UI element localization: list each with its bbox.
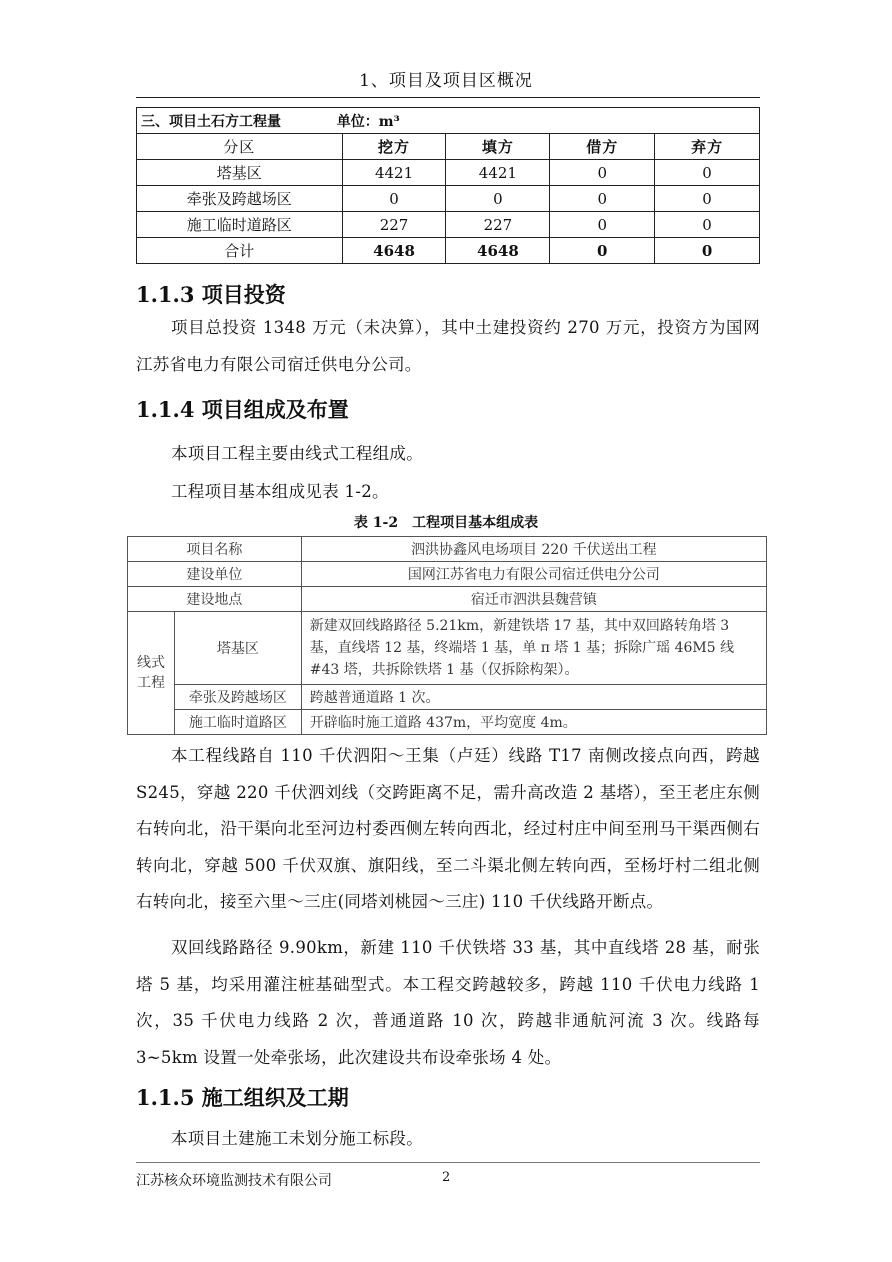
composition-paragraph-1: 本项目工程主要由线式工程组成。 <box>171 444 423 463</box>
table-cell: 0 <box>550 238 655 264</box>
footer-company: 江苏核众环境监测技术有限公司 <box>136 1173 332 1189</box>
table-cell: 施工临时道路区 <box>174 710 301 735</box>
column-header: 借方 <box>550 134 655 160</box>
table-cell: 建设地点 <box>128 587 302 612</box>
earthwork-table <box>136 107 760 264</box>
table-cell: 合计 <box>137 238 343 264</box>
construction-paragraph: 本项目土建施工未划分施工标段。 <box>171 1129 423 1148</box>
table-row <box>128 587 767 612</box>
table-row <box>128 562 767 587</box>
table-cell: 项目名称 <box>128 537 302 562</box>
earthwork-title-row <box>137 108 760 134</box>
table-cell: 0 <box>550 186 655 212</box>
table-cell: 塔基区 <box>174 612 301 685</box>
table-cell: 4648 <box>446 238 550 264</box>
table-cell-group <box>128 612 175 735</box>
table-cell: 塔基区 <box>137 160 343 186</box>
table-cell: 宿迁市泗洪县魏营镇 <box>301 587 766 612</box>
table-cell: 0 <box>446 186 550 212</box>
earthwork-header-row <box>137 134 760 160</box>
table-row <box>137 186 760 212</box>
table-cell: 新建双回线路路径 5.21km，新建铁塔 17 基，其中双回路转角塔 3 基，直线塔 12 基，终端塔 1 基，单 π 塔 1 基；拆除广瑶 46M5 线 #43 塔，共拆除铁塔 1 基（仅拆除构架）。 <box>301 612 766 685</box>
table-cell: 0 <box>655 238 760 264</box>
section-heading-1-1-4: 1.1.4 项目组成及布置 <box>136 397 349 422</box>
table-cell: 4421 <box>446 160 550 186</box>
page-header-title: 1、项目及项目区概况 <box>359 71 533 91</box>
column-header: 填方 <box>446 134 550 160</box>
section-heading-1-1-3: 1.1.3 项目投资 <box>136 282 286 307</box>
route-paragraph: 本工程线路自 110 千伏泗阳～王集（卢廷）线路 T17 南侧改接点向西，跨越 S245，穿越 220 千伏泗刘线（交跨距离不足，需升高改造 2 基塔），至王老庄东侧右转向北，沿干渠向北至河边村委西侧左转向西北，经过村庄中间至刑马干渠西侧右转向北，穿越 500 千伏双旗、旗阳线，至二斗渠北侧左转向西，至杨圩村二组北侧右转向北，接至六里～三庄(同塔刘桃园～三庄) 110 千伏线路开断点。 <box>136 746 760 911</box>
column-header: 弃方 <box>655 134 760 160</box>
table-row <box>137 212 760 238</box>
table-cell: 0 <box>655 186 760 212</box>
table-row <box>128 537 767 562</box>
header-rule <box>136 97 760 98</box>
investment-paragraph: 项目总投资 1348 万元（未决算），其中土建投资约 270 万元，投资方为国网江苏省电力有限公司宿迁供电分公司。 <box>136 318 760 374</box>
table-cell: 0 <box>550 212 655 238</box>
earthwork-title: 三、项目土石方工程量 <box>141 113 281 130</box>
composition-paragraph-2: 工程项目基本组成见表 1-2。 <box>171 482 389 501</box>
section-heading-1-1-5: 1.1.5 施工组织及工期 <box>136 1085 349 1110</box>
table-cell: 0 <box>655 212 760 238</box>
table-cell: 建设单位 <box>128 562 302 587</box>
table-cell: 227 <box>446 212 550 238</box>
table-cell: 牵张及跨越场区 <box>137 186 343 212</box>
table-cell: 0 <box>342 186 446 212</box>
column-header: 分区 <box>137 134 343 160</box>
group-label-line-2: 工程 <box>136 675 165 691</box>
table-row <box>128 710 767 735</box>
earthwork-unit: 单位：m³ <box>336 113 400 130</box>
table-cell: 泗洪协鑫风电场项目 220 千伏送出工程 <box>301 537 766 562</box>
double-circuit-paragraph: 双回线路路径 9.90km，新建 110 千伏铁塔 33 基，其中直线塔 28 基，耐张塔 5 基，均采用灌注桩基础型式。本工程交跨越较多，跨越 110 千伏电力线路 1 次，35 千伏电力线路 2 次，普通道路 10 次，跨越非通航河流 3 次。线路每 3~5km 设置一处牵张场，此次建设共布设牵张场 4 处。 <box>136 938 760 1067</box>
table-cell: 4421 <box>342 160 446 186</box>
table-cell: 国网江苏省电力有限公司宿迁供电分公司 <box>301 562 766 587</box>
table-cell: 0 <box>655 160 760 186</box>
composition-table <box>127 536 767 735</box>
table-caption: 表 1-2 工程项目基本组成表 <box>353 515 539 531</box>
column-header: 挖方 <box>342 134 446 160</box>
page-number: 2 <box>442 1170 451 1185</box>
table-cell: 施工临时道路区 <box>137 212 343 238</box>
table-cell: 牵张及跨越场区 <box>174 685 301 710</box>
table-cell: 0 <box>550 160 655 186</box>
table-row <box>137 160 760 186</box>
total-row <box>137 238 760 264</box>
table-cell: 227 <box>342 212 446 238</box>
table-row <box>128 685 767 710</box>
group-label-line-1: 线式 <box>136 655 165 671</box>
table-row <box>128 612 767 685</box>
table-cell: 跨越普通道路 1 次。 <box>301 685 766 710</box>
table-cell: 4648 <box>342 238 446 264</box>
table-cell: 开辟临时施工道路 437m，平均宽度 4m。 <box>301 710 766 735</box>
footer-rule <box>136 1162 760 1163</box>
